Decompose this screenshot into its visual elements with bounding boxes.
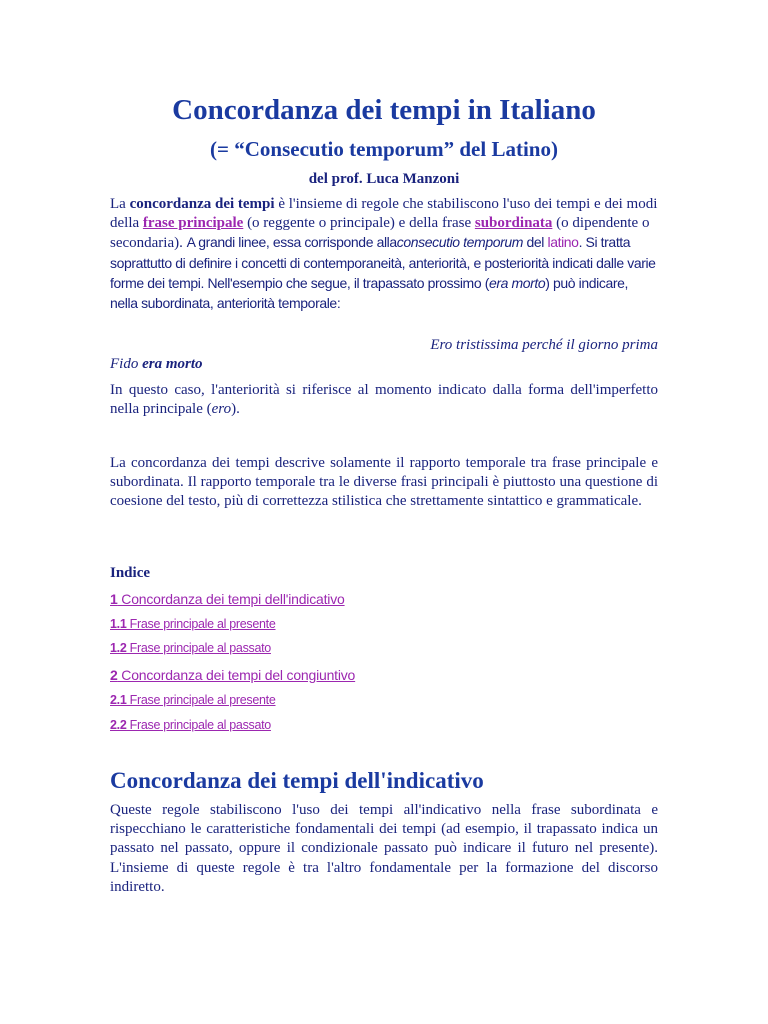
toc-item-1-1[interactable] [110,617,276,631]
paragraph-3: La concordanza dei tempi descrive solamente il rapporto temporale tra frase principale e subordinata. Il rapporto temporale tra le diverse frasi principali è piuttosto una questione di coesione del testo, più di correttezza stilistica che strettamente sintattico e grammaticale. [110,455,658,510]
toc-item-2[interactable] [110,667,355,683]
para2-text: ). [231,401,240,418]
intro-text: (o dipendente o secondaria). [110,215,650,252]
toc-item-1[interactable] [110,591,345,607]
toc-label: Frase principale al presente [126,617,276,631]
intro-text: La [110,196,130,212]
link-frase-principale[interactable]: frase principale [142,215,244,232]
example-text: Fido [110,356,143,372]
index-heading: Indice [110,565,151,581]
toc-label: Frase principale al passato [126,641,271,655]
example-line-2 [110,356,658,373]
intro-text: (o reggente o principale) e della frase [243,215,475,232]
intro-italic-term: consecutio temporum [396,234,524,251]
intro-text: del [523,234,548,251]
intro-italic-term: era morto [488,274,546,291]
page-subtitle: (= “Consecutio temporum” del Latino) [210,137,558,161]
toc-item-1-2[interactable] [110,641,271,655]
intro-narrow-text [110,234,656,311]
author-line: del prof. Luca Manzoni [308,171,460,187]
toc-label: Concordanza dei tempi del congiuntivo [117,667,356,683]
toc-label: Frase principale al presente [126,693,276,707]
toc-label: Frase principale al passato [126,718,271,732]
intro-text: è l'insieme di regole che stabiliscono l'uso dei tempi e dei modi della [110,196,658,232]
para2-italic: ero [211,401,232,418]
link-latino[interactable]: latino [547,234,579,251]
intro-text: ) può indicare, nella subordinata, anteriorità temporale: [110,274,628,312]
example-bold-verb: era morto [142,356,203,372]
para2-text: In questo caso, l'anteriorità si riferisce al momento indicato dalla forma dell'imperfetto nella principale ( [110,382,658,418]
page-title: Concordanza dei tempi in Italiano [172,94,596,126]
toc-number: 2.1 [110,693,127,707]
link-subordinata[interactable]: subordinata [474,215,553,232]
section-body-indicativo: Queste regole stabiliscono l'uso dei tempi all'indicativo nella frase subordinata e rispecchiano le caratteristiche fondamentali dei tempi (ad esempio, il trapassato indica un passato nel passato, oppure il condizionale passato può indicare il futuro nel presente). L'insieme di queste regole è tra l'altro fondamentale per la formazione del discorso indiretto. [110,802,658,895]
toc-number: 2 [110,667,118,683]
toc-label: Concordanza dei tempi dell'indicativo [117,591,345,607]
intro-text: A grandi linee, essa corrisponde alla [186,234,397,251]
toc-item-2-2[interactable] [110,718,271,732]
intro-bold-term: concordanza dei tempi [129,196,275,212]
toc-number: 2.2 [110,718,127,732]
section-heading-indicativo: Concordanza dei tempi dell'indicativo [110,768,484,793]
toc-number: 1.1 [110,617,127,631]
intro-paragraph [110,195,658,314]
toc-item-2-1[interactable] [110,693,276,707]
toc-number: 1.2 [110,641,127,655]
paragraph-2 [110,381,658,419]
intro-text: . Si tratta soprattutto di definire i concetti di contemporaneità, anteriorità, e posteriorità indicati dalle varie forme dei tempi. Nell'esempio che segue, il trapassato prossimo ( [110,234,656,291]
example-line-1: Ero tristissima perché il giorno prima [430,337,658,353]
toc-number: 1 [110,591,118,607]
